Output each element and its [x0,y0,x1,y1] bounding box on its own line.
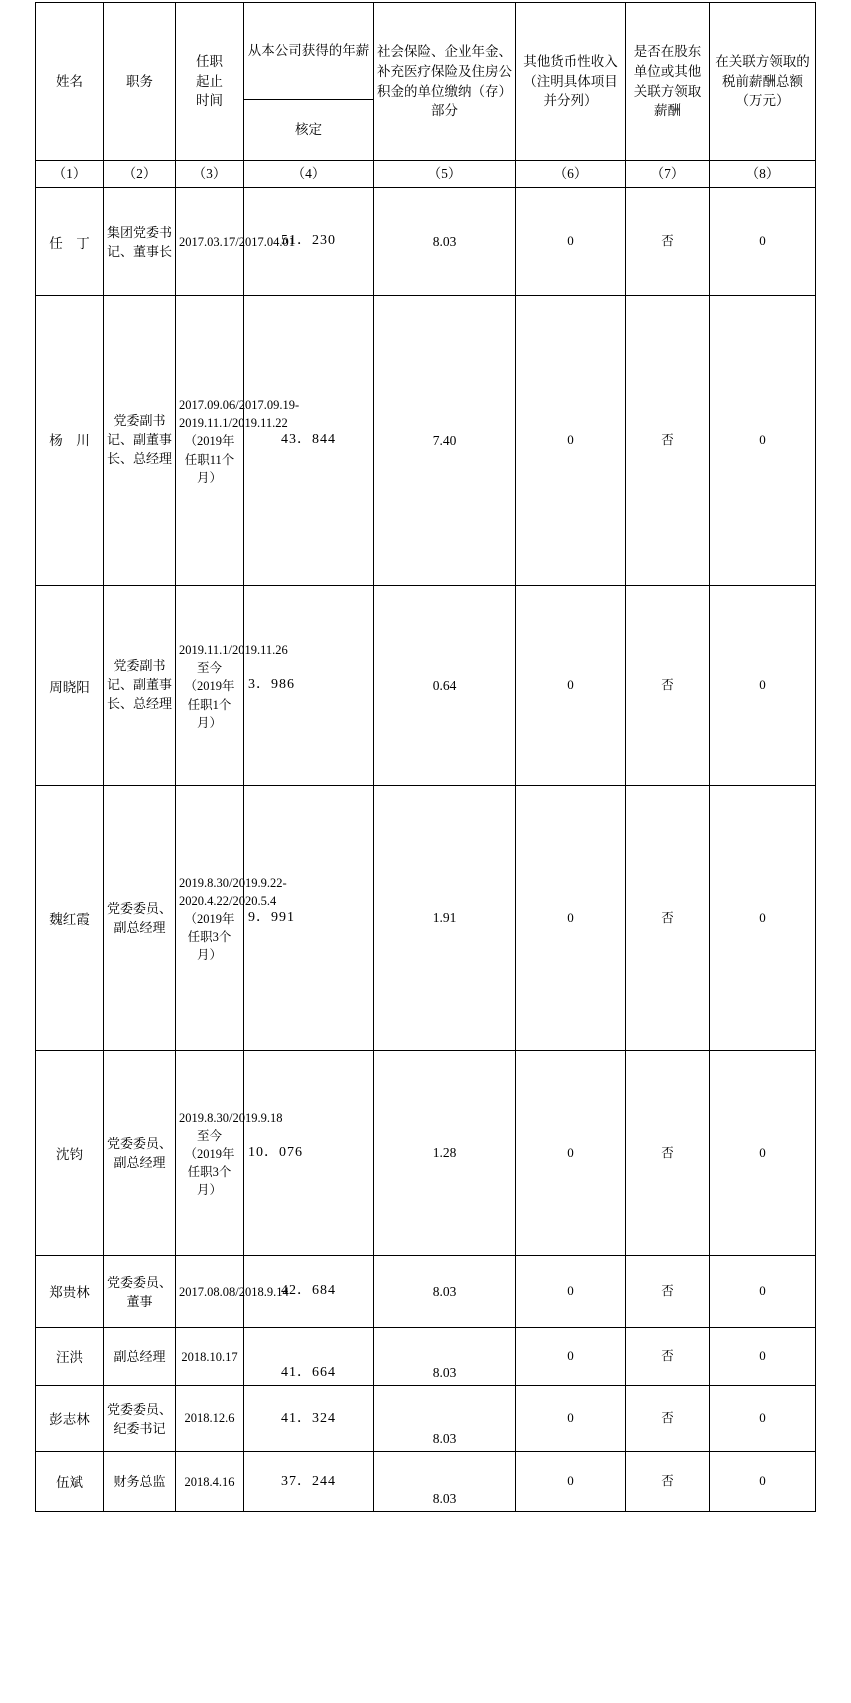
cell-name: 周晓阳 [36,586,104,786]
header-from-shareholder: 是否在股东单位或其他关联方领取薪酬 [626,3,710,161]
cell-annual-salary: 37．244 [244,1452,374,1512]
cell-post: 党委委员、董事 [104,1256,176,1328]
cell-related-total: 0 [710,296,816,586]
cell-other-income: 0 [516,188,626,296]
cell-name: 彭志林 [36,1386,104,1452]
cell-insurance: 8.03 [374,1256,516,1328]
header-insurance: 社会保险、企业年金、补充医疗保险及住房公积金的单位缴纳（存）部分 [374,3,516,161]
cell-name: 伍斌 [36,1452,104,1512]
cell-from-shareholder: 否 [626,1256,710,1328]
col-number-3: （3） [176,161,244,188]
cell-annual-salary: 3．986 [244,586,374,786]
cell-tenure: 2019.8.30/2019.9.18至今（2019年任职3个月） [176,1051,244,1256]
cell-insurance: 7.40 [374,296,516,586]
table-row [36,1452,816,1512]
header-related-party-total: 在关联方领取的税前薪酬总额（万元） [710,3,816,161]
header-other-income: 其他货币性收入（注明具体项目并分列） [516,3,626,161]
cell-from-shareholder: 否 [626,296,710,586]
cell-tenure: 2017.09.06/2017.09.19-2019.11.1/2019.11.22（2019年任职11个月） [176,296,244,586]
cell-name: 郑贵林 [36,1256,104,1328]
cell-post: 财务总监 [104,1452,176,1512]
cell-from-shareholder: 否 [626,786,710,1051]
cell-other-income: 0 [516,586,626,786]
cell-tenure: 2018.10.17 [176,1328,244,1386]
cell-insurance: 8.03 [374,1328,516,1386]
col-number-1: （1） [36,161,104,188]
cell-from-shareholder: 否 [626,188,710,296]
cell-other-income: 0 [516,1452,626,1512]
cell-annual-salary: 41．664 [244,1328,374,1386]
cell-from-shareholder: 否 [626,1386,710,1452]
table-row [36,1328,816,1386]
cell-other-income: 0 [516,1328,626,1386]
cell-name: 沈钧 [36,1051,104,1256]
table-row [36,586,816,786]
header-annual-salary-approved: 核定 [244,100,374,161]
cell-post: 集团党委书记、董事长 [104,188,176,296]
col-number-8: （8） [710,161,816,188]
column-number-row [36,161,816,188]
cell-name: 魏红霞 [36,786,104,1051]
col-number-5: （5） [374,161,516,188]
cell-post: 党委副书记、副董事长、总经理 [104,586,176,786]
cell-annual-salary: 51．230 [244,188,374,296]
table-row [36,188,816,296]
cell-related-total: 0 [710,1051,816,1256]
cell-tenure: 2018.12.6 [176,1386,244,1452]
cell-other-income: 0 [516,296,626,586]
cell-insurance: 0.64 [374,586,516,786]
cell-insurance: 8.03 [374,1386,516,1452]
cell-insurance: 1.91 [374,786,516,1051]
cell-related-total: 0 [710,188,816,296]
cell-annual-salary: 41．324 [244,1386,374,1452]
col-number-2: （2） [104,161,176,188]
cell-related-total: 0 [710,1256,816,1328]
header-post: 职务 [104,3,176,161]
cell-other-income: 0 [516,1386,626,1452]
cell-tenure: 2017.08.08/2018.9.14 [176,1256,244,1328]
cell-annual-salary: 43．844 [244,296,374,586]
cell-related-total: 0 [710,1386,816,1452]
cell-related-total: 0 [710,786,816,1051]
cell-insurance: 1.28 [374,1051,516,1256]
header-tenure [176,3,244,161]
cell-other-income: 0 [516,1051,626,1256]
cell-tenure: 2018.4.16 [176,1452,244,1512]
cell-annual-salary: 42．684 [244,1256,374,1328]
cell-post: 副总经理 [104,1328,176,1386]
cell-other-income: 0 [516,786,626,1051]
cell-related-total: 0 [710,1328,816,1386]
cell-from-shareholder: 否 [626,1051,710,1256]
cell-name: 任 丁 [36,188,104,296]
cell-tenure: 2019.8.30/2019.9.22-2020.4.22/2020.5.4（2019年任职3个月） [176,786,244,1051]
cell-annual-salary: 9．991 [244,786,374,1051]
cell-insurance: 8.03 [374,1452,516,1512]
cell-related-total: 0 [710,1452,816,1512]
cell-from-shareholder: 否 [626,1452,710,1512]
cell-from-shareholder: 否 [626,586,710,786]
cell-annual-salary: 10．076 [244,1051,374,1256]
executive-salary-table [35,2,816,1512]
header-annual-salary: 从本公司获得的年薪 [244,3,374,100]
cell-post: 党委委员、副总经理 [104,786,176,1051]
cell-insurance: 8.03 [374,188,516,296]
header-tenure-line1: 任职 [196,54,223,70]
col-number-4: （4） [244,161,374,188]
header-tenure-line2: 起止 [196,73,223,89]
cell-other-income: 0 [516,1256,626,1328]
cell-name: 杨 川 [36,296,104,586]
table-row [36,1051,816,1256]
cell-post: 党委委员、纪委书记 [104,1386,176,1452]
cell-from-shareholder: 否 [626,1328,710,1386]
cell-post: 党委副书记、副董事长、总经理 [104,296,176,586]
col-number-6: （6） [516,161,626,188]
table-row [36,1256,816,1328]
table-row [36,296,816,586]
header-name: 姓名 [36,3,104,161]
cell-tenure: 2017.03.17/2017.04.01 [176,188,244,296]
table-row [36,1386,816,1452]
cell-name: 汪洪 [36,1328,104,1386]
table-header-row [36,3,816,100]
header-tenure-line3: 时间 [196,93,223,109]
cell-post: 党委委员、副总经理 [104,1051,176,1256]
cell-tenure: 2019.11.1/2019.11.26至今（2019年任职1个月） [176,586,244,786]
table-row [36,786,816,1051]
col-number-7: （7） [626,161,710,188]
cell-related-total: 0 [710,586,816,786]
